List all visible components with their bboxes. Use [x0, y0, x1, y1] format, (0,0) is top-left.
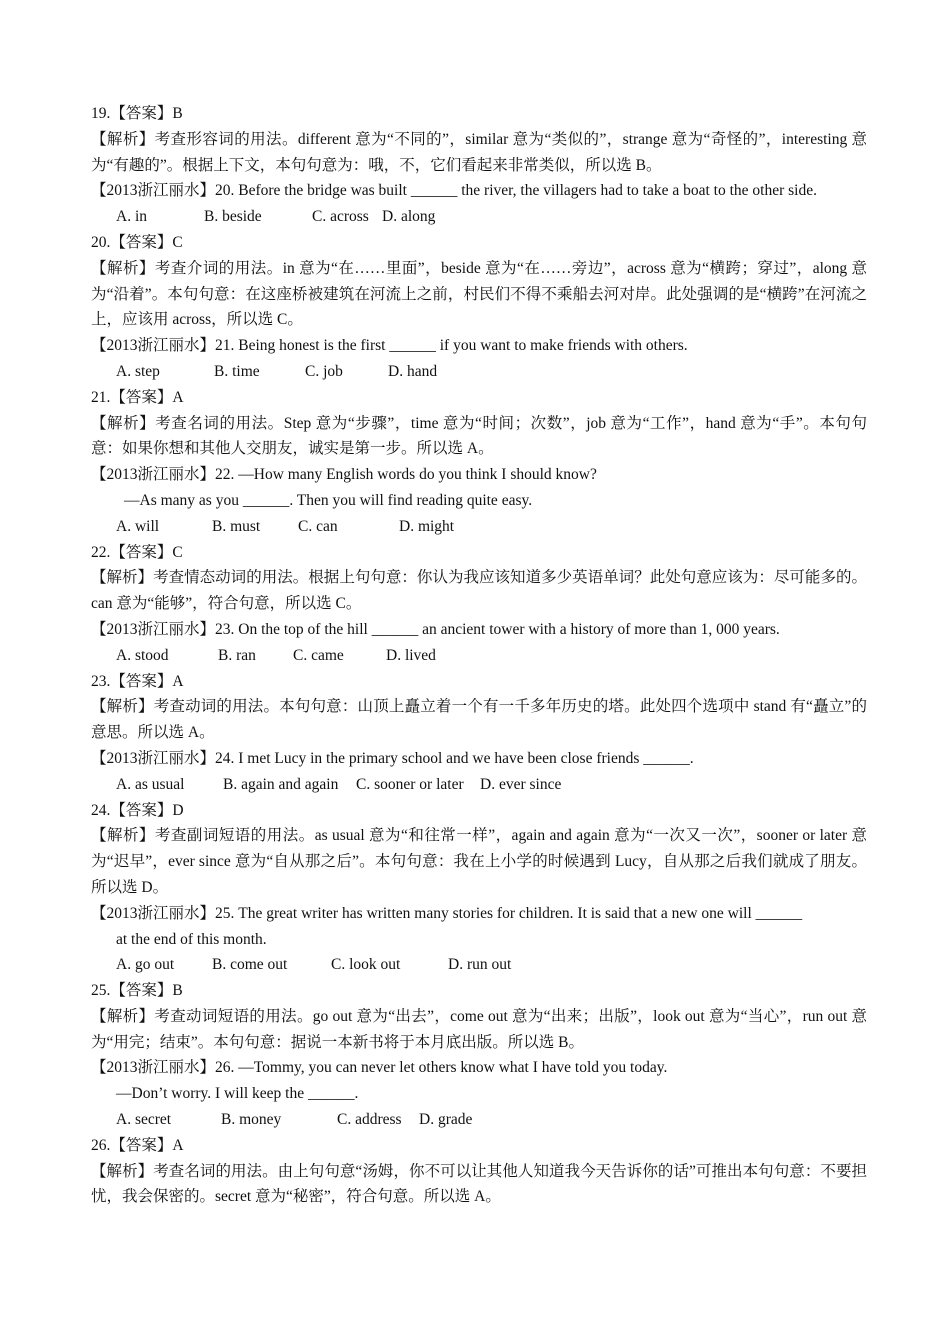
- option: A. stood: [116, 646, 169, 664]
- answer-line: 24.【答案】D: [91, 801, 184, 819]
- analysis-paragraph: 【解析】考查介词的用法。in 意为“在……里面”，beside 意为“在……旁边”，across 意为“横跨；穿过”，along 意为“沿着”。本句句意：在这座桥被建筑在河流上之前，村民们不得不乘船去河对岸。此处强调的是“横跨”在河流之上，应该用 across，所以选 C。: [91, 259, 867, 329]
- option: C. across: [312, 208, 369, 226]
- answer-line: 20.【答案】C: [91, 233, 183, 251]
- option: A. go out: [116, 956, 175, 974]
- option: D. along: [382, 208, 436, 226]
- answer-line: 19.【答案】B: [91, 105, 183, 122]
- option: B. must: [212, 517, 261, 535]
- option: C. job: [305, 362, 343, 380]
- option: B. come out: [212, 956, 288, 974]
- options-line: [91, 772, 867, 798]
- answer-line: 26.【答案】A: [91, 1136, 184, 1154]
- option: B. time: [214, 362, 260, 380]
- question-line: 【2013浙江丽水】22. —How many English words do you think I should know?: [91, 466, 597, 484]
- options-line: [91, 514, 867, 540]
- option: A. secret: [116, 1111, 172, 1129]
- answer-line: 22.【答案】C: [91, 543, 183, 561]
- option: D. hand: [388, 362, 438, 380]
- option: A. will: [116, 517, 160, 535]
- option: D. grade: [419, 1111, 473, 1129]
- option: C. sooner or later: [356, 775, 464, 793]
- analysis-paragraph: 【解析】考查名词的用法。Step 意为“步骤”，time 意为“时间；次数”，job 意为“工作”，hand 意为“手”。本句句意：如果你想和其他人交朋友，诚实是第一步。所以选 A。: [91, 414, 867, 458]
- analysis-paragraph: 【解析】考查情态动词的用法。根据上句句意：你认为我应该知道多少英语单词？此处句意应该为：尽可能多的。can 意为“能够”，符合句意，所以选 C。: [91, 569, 867, 613]
- options-line: [91, 1107, 867, 1133]
- options-line: [91, 204, 867, 230]
- option: C. address: [337, 1111, 402, 1129]
- option: A. as usual: [116, 775, 185, 793]
- analysis-paragraph: 【解析】考查名词的用法。由上句句意“汤姆，你不可以让其他人知道我今天告诉你的话”可推出本句句意：不要担忧，我会保密的。secret 意为“秘密”，符合句意。所以选 A。: [91, 1162, 867, 1206]
- option: D. ever since: [480, 775, 562, 793]
- continuation-line: at the end of this month.: [116, 930, 267, 948]
- question-line: 【2013浙江丽水】20. Before the bridge was built ______ the river, the villagers had to take a boat to the other side.: [91, 182, 817, 200]
- option: B. ran: [218, 646, 256, 664]
- option: C. came: [293, 646, 344, 664]
- option: A. step: [116, 362, 160, 380]
- question-line: 【2013浙江丽水】21. Being honest is the first ______ if you want to make friends with others.: [91, 337, 688, 355]
- options-line: [91, 643, 867, 669]
- option: C. can: [298, 517, 338, 535]
- option: B. beside: [204, 208, 262, 226]
- answer-line: 21.【答案】A: [91, 388, 184, 406]
- analysis-paragraph: 【解析】考查动词的用法。本句句意：山顶上矗立着一个有一千多年历史的塔。此处四个选项中 stand 有“矗立”的意思。所以选 A。: [91, 698, 867, 742]
- option: C. look out: [331, 956, 401, 974]
- analysis-paragraph: 【解析】考查动词短语的用法。go out 意为“出去”，come out 意为“出来；出版”，look out 意为“当心”，run out 意为“用完；结束”。本句句意：据说一本新书将于本月底出版。所以选 B。: [91, 1007, 867, 1051]
- question-line: 【2013浙江丽水】23. On the top of the hill ______ an ancient tower with a history of more than 1, 000 years.: [91, 620, 780, 638]
- option: D. lived: [386, 646, 436, 664]
- analysis-paragraph: 【解析】考查副词短语的用法。as usual 意为“和往常一样”，again and again 意为“一次又一次”，sooner or later 意为“迟早”，ever since 意为“自从那之后”。本句句意：我在上小学的时候遇到 Lucy，自从那之后我们就成了朋友。所以选 D。: [91, 827, 867, 896]
- option: A. in: [116, 208, 147, 226]
- question-line: 【2013浙江丽水】26. —Tommy, you can never let others know what I have told you today.: [91, 1059, 668, 1077]
- option: D. run out: [448, 956, 512, 974]
- dialog-line: —As many as you ______. Then you will find reading quite easy.: [124, 491, 533, 509]
- options-line: [91, 359, 867, 385]
- option: D. might: [399, 517, 455, 535]
- options-line: [91, 952, 867, 978]
- document-content: [91, 101, 867, 1210]
- dialog-line: —Don’t worry. I will keep the ______.: [116, 1085, 359, 1103]
- question-line: 【2013浙江丽水】24. I met Lucy in the primary school and we have been close friends ______.: [91, 749, 694, 767]
- analysis-paragraph: 【解析】考查形容词的用法。different 意为“不同的”，similar 意为“类似的”，strange 意为“奇怪的”，interesting 意为“有趣的”。根据上下文，本句句意为：哦，不，它们看起来非常类似，所以选 B。: [91, 130, 868, 174]
- option: B. money: [221, 1111, 282, 1129]
- answer-line: 23.【答案】A: [91, 672, 184, 690]
- answer-line: 25.【答案】B: [91, 982, 183, 1000]
- question-line: 【2013浙江丽水】25. The great writer has written many stories for children. It is said that a new one will ______: [91, 904, 803, 922]
- option: B. again and again: [223, 775, 339, 793]
